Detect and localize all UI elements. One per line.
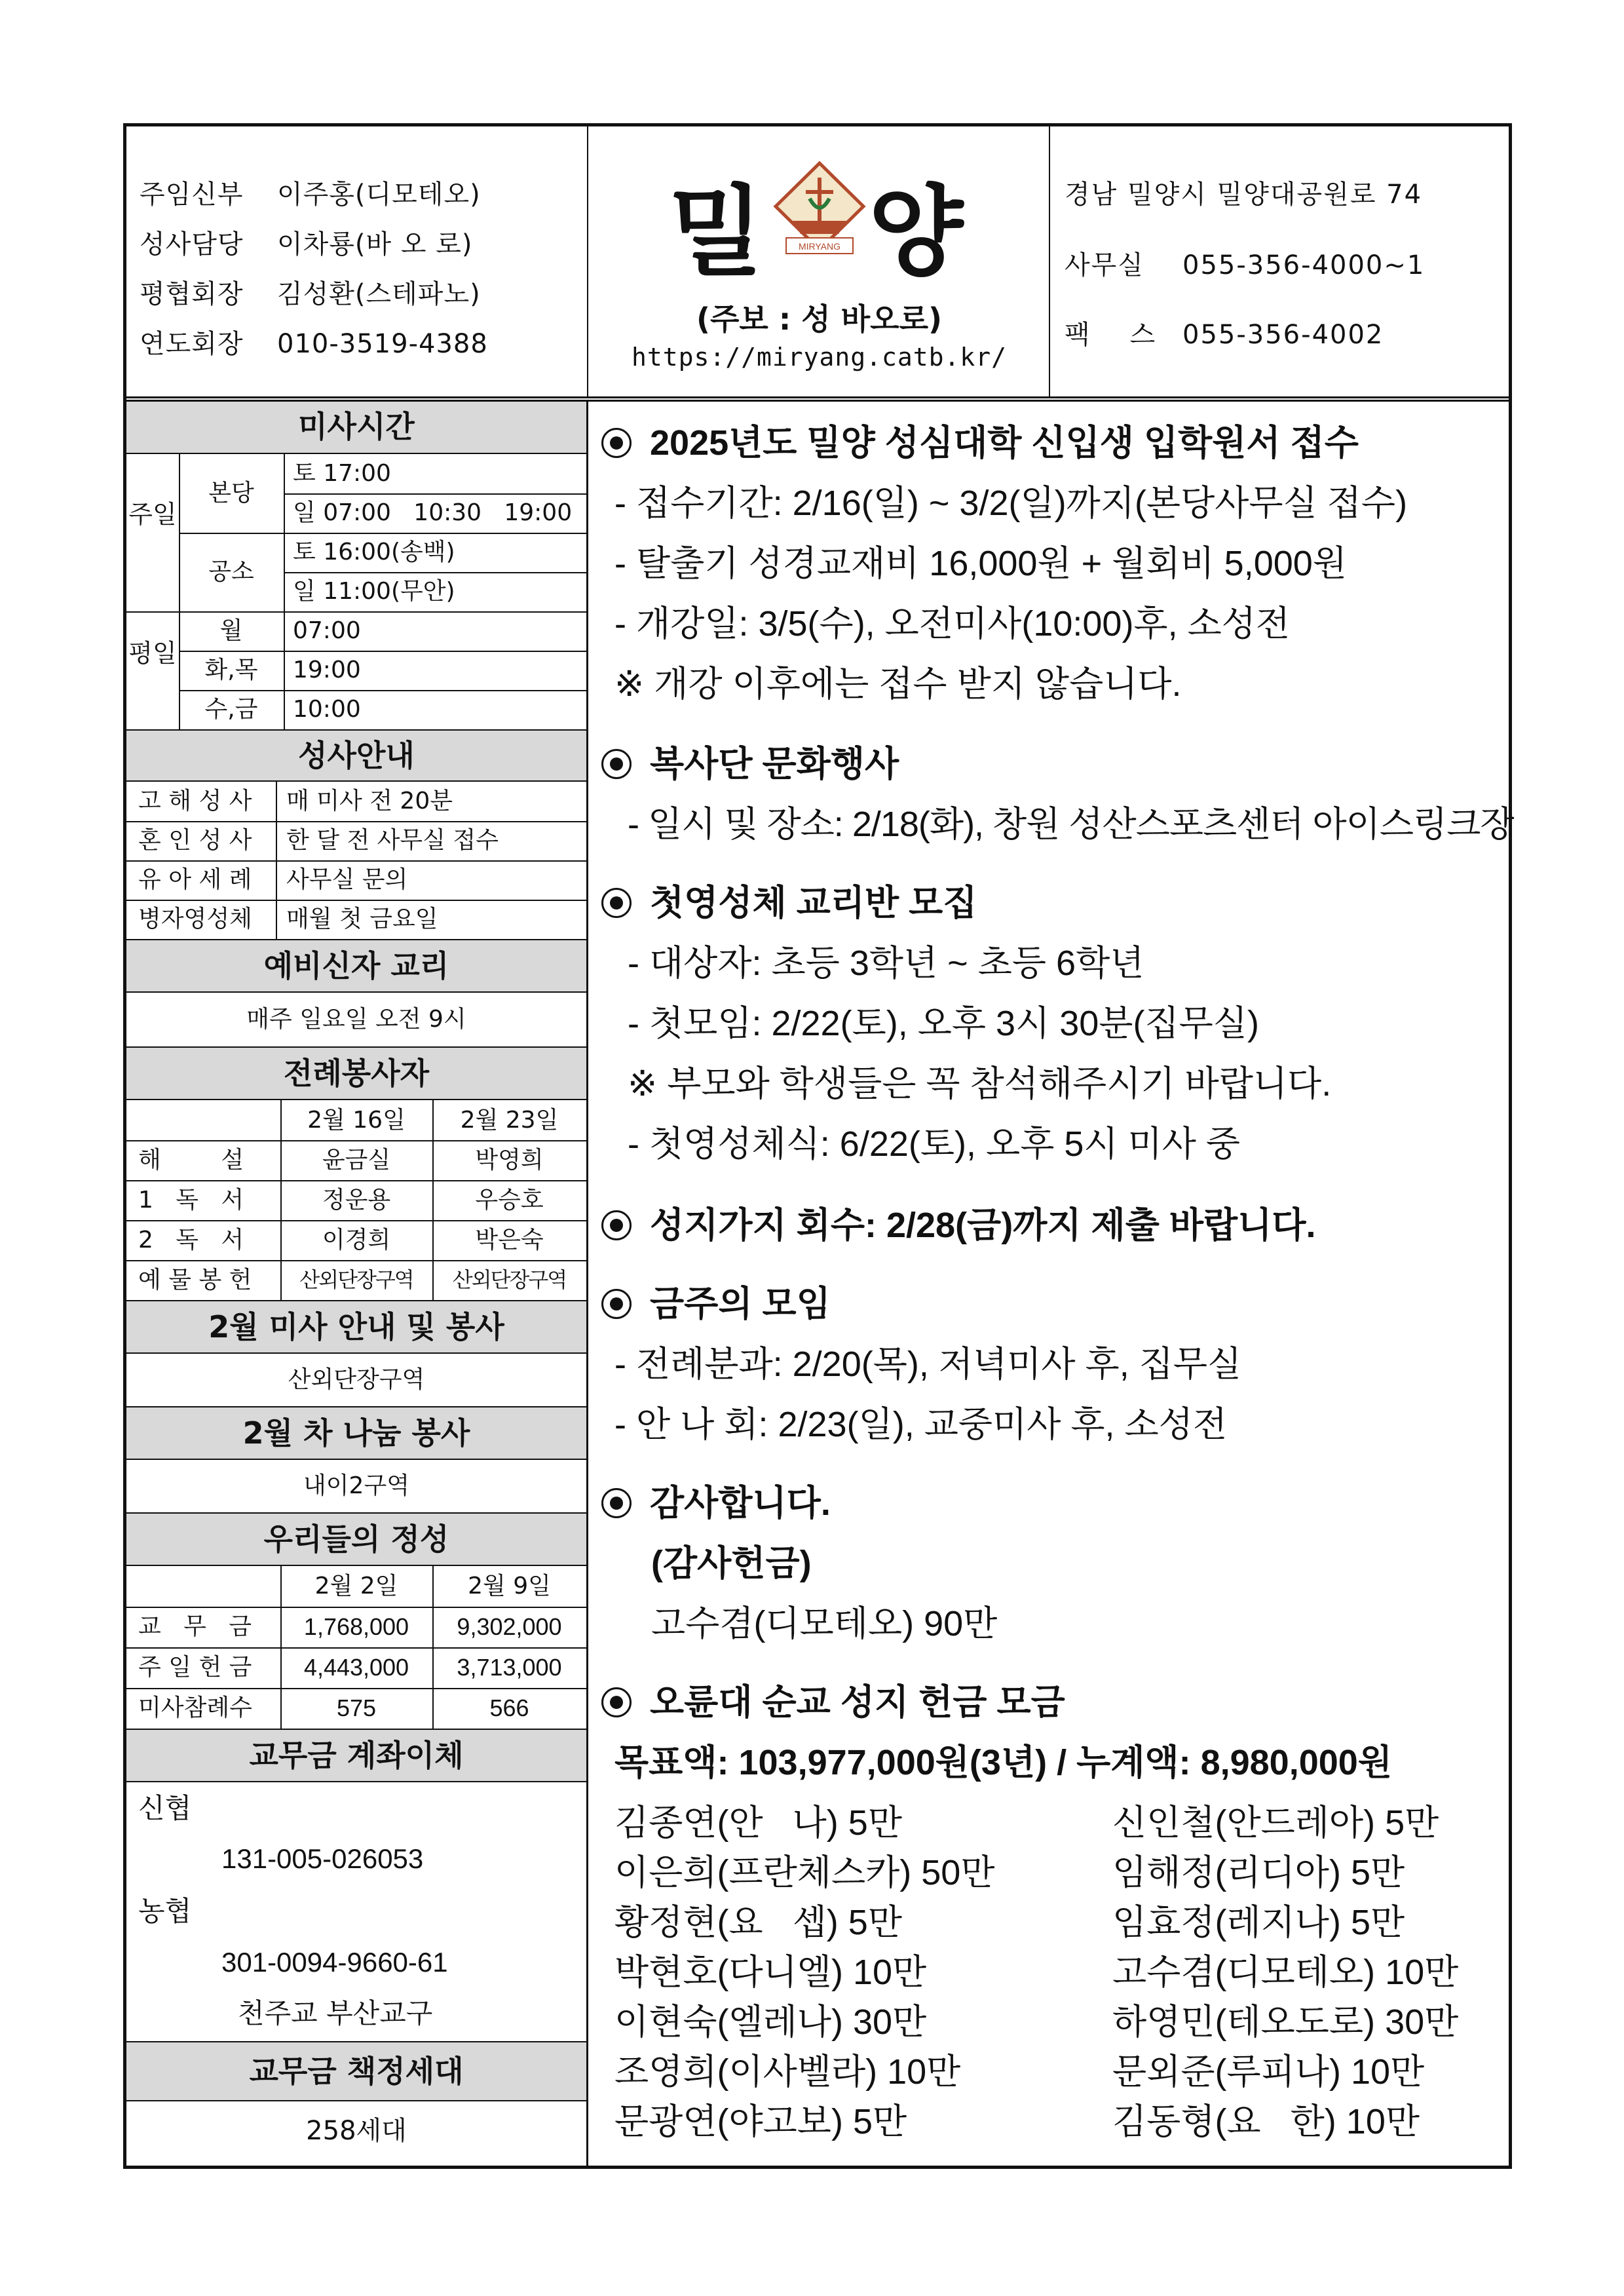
ministry-commentator-a: 윤금실 xyxy=(322,1147,391,1174)
donor-right-2: 임해정(리디아) 5만 xyxy=(1112,1853,1405,1892)
bank-1: 신협 xyxy=(138,1792,192,1824)
bank-2: 농협 xyxy=(138,1895,192,1927)
sacrament-marriage: 혼 인 성 사 xyxy=(138,827,252,854)
donor-right-3: 임효정(레지나) 5만 xyxy=(1112,1903,1405,1942)
donor-left-5: 이현숙(엘레나) 30만 xyxy=(614,2002,927,2042)
offering-dues-a: 1,768,000 xyxy=(303,1613,409,1640)
account-number-1: 131-005-026053 xyxy=(221,1843,424,1874)
donor-right-6: 문외준(루피나) 10만 xyxy=(1112,2052,1425,2092)
church-logo-icon xyxy=(773,161,866,259)
bullet-icon xyxy=(601,1687,632,1717)
bullet-icon xyxy=(601,749,632,779)
donor-right-4: 고수겸(디모테오) 10만 xyxy=(1112,1953,1459,1992)
ministry-role-offertory: 예 물 봉 헌 xyxy=(138,1267,252,1293)
ministry-reader2-b: 박은숙 xyxy=(475,1227,544,1253)
bullet-icon xyxy=(601,1210,632,1240)
sacrament-infant-baptism-info: 사무실 문의 xyxy=(286,866,408,893)
offering-label-dues: 교 무 금 xyxy=(138,1613,252,1640)
logo-text: MIRYANG xyxy=(798,241,841,252)
account-number-2: 301-0094-9660-61 xyxy=(221,1947,448,1978)
staff-panel xyxy=(126,126,588,396)
notice-college-line-2: - 탈출기 성경교재비 16,000원 + 월회비 5,000원 xyxy=(614,544,1347,583)
offering-label-attendance: 미사참례수 xyxy=(138,1694,252,1721)
header xyxy=(126,126,1509,402)
catechumen-title: 예비신자 교리 xyxy=(126,939,586,993)
notice-thanks-line: 고수겸(디모테오) 90만 xyxy=(651,1604,998,1643)
main-church-label: 본당 xyxy=(208,480,254,507)
bulletin-frame xyxy=(123,123,1512,2169)
ministry-date-1: 2월 16일 xyxy=(307,1107,406,1134)
notice-altar-line-1: - 일시 및 장소: 2/18(화), 창원 성산스포츠센터 아이스링크장 xyxy=(628,805,1514,844)
ministry-commentator-b: 박영희 xyxy=(475,1147,544,1174)
notice-college-line-1: - 접수기간: 2/16(일) ~ 3/2(일)까지(본당사무실 접수) xyxy=(614,484,1408,523)
ministry-title: 전례봉사자 xyxy=(126,1046,586,1100)
mission-sat-time: 토 16:00(송백) xyxy=(293,539,455,565)
notice-communion-line-1: - 대상자: 초등 3학년 ~ 초등 6학년 xyxy=(628,944,1144,983)
mission-sun-time: 일 11:00(무안) xyxy=(293,578,455,605)
bullet-icon xyxy=(601,1488,632,1518)
notices xyxy=(588,402,1514,2166)
sacrament-confession-info: 매 미사 전 20분 xyxy=(286,788,453,814)
weekday-tue-thu-time: 19:00 xyxy=(293,657,361,683)
bulletin-title: 밀 양 xyxy=(668,176,970,290)
ministry-role-reader2: 2 독 서 xyxy=(138,1227,244,1253)
offering-sunday-b: 3,713,000 xyxy=(457,1654,562,1681)
bullet-icon xyxy=(601,888,632,918)
offering-dues-b: 9,302,000 xyxy=(457,1613,562,1640)
ministry-role-commentator: 해 설 xyxy=(138,1147,244,1174)
title-panel xyxy=(588,126,1050,396)
catechumen-info: 매주 일요일 오전 9시 xyxy=(246,1006,466,1033)
offering-title: 우리들의 정성 xyxy=(126,1512,586,1566)
bullet-icon xyxy=(601,1289,632,1319)
weekday-tue-thu: 화,목 xyxy=(204,657,258,683)
mission-label: 공소 xyxy=(208,558,254,585)
sidebar xyxy=(126,402,588,2166)
staff-pastor: 주임신부 이주홍(디모테오) xyxy=(140,180,481,210)
offering-date-2: 2월 9일 xyxy=(468,1573,551,1599)
notice-thanks: 감사합니다. xyxy=(601,1475,831,1525)
donor-right-7: 김동형(요 한) 10만 xyxy=(1112,2102,1420,2141)
fax-number: 팩 스 055-356-4002 xyxy=(1065,320,1384,350)
notice-communion-line-2: - 첫모임: 2/22(토), 오후 3시 30분(집무실) xyxy=(628,1004,1259,1043)
weekday-mon-time: 07:00 xyxy=(293,617,361,644)
tea-service-info: 내이2구역 xyxy=(303,1472,409,1499)
notice-communion-line-3: ※ 부모와 학생들은 꼭 참석해주시기 바랍니다. xyxy=(628,1064,1332,1103)
offering-attendance-a: 575 xyxy=(336,1694,377,1721)
ministry-offertory-a: 산외단장구역 xyxy=(299,1267,413,1292)
sacrament-marriage-info: 한 달 전 사무실 접수 xyxy=(286,827,499,854)
weekday-wed-fri-time: 10:00 xyxy=(293,696,361,723)
notice-communion-line-4: - 첫영성체식: 6/22(토), 오후 5시 미사 중 xyxy=(628,1124,1241,1164)
feb-mass-info: 산외단장구역 xyxy=(288,1366,425,1393)
donor-right-5: 하영민(테오도로) 30만 xyxy=(1112,2002,1459,2042)
weekday-mon: 월 xyxy=(219,617,243,644)
notice-first-communion: 첫영성체 교리반 모집 xyxy=(601,875,977,925)
donor-left-6: 조영희(이사벨라) 10만 xyxy=(614,2052,961,2092)
notice-meeting-line-2: - 안 나 회: 2/23(일), 교중미사 후, 소성전 xyxy=(614,1405,1228,1444)
notice-meeting-line-1: - 전례분과: 2/20(목), 저녁미사 후, 집무실 xyxy=(614,1345,1242,1384)
household-title: 교무금 책정세대 xyxy=(126,2041,586,2101)
bulletin-subtitle: (주보 : 성 바오로) xyxy=(696,301,943,337)
notice-fund-goal: 목표액: 103,977,000원(3년) / 누계액: 8,980,000원 xyxy=(614,1743,1392,1782)
contact-panel xyxy=(1050,126,1509,396)
office-phone: 사무실 055-356-4000~1 xyxy=(1065,250,1426,280)
sacrament-infant-baptism: 유 아 세 례 xyxy=(138,866,252,893)
household-info: 258세대 xyxy=(306,2116,407,2146)
staff-memorial: 연도회장 010-3519-4388 xyxy=(140,329,488,359)
website-link[interactable]: https://miryang.catb.kr/ xyxy=(631,343,1008,372)
donor-left-4: 박현호(다니엘) 10만 xyxy=(614,1953,927,1992)
weekday-wed-fri: 수,금 xyxy=(204,696,258,723)
sacrament-sick-communion: 병자영성체 xyxy=(138,906,252,932)
staff-council: 평협회장 김성환(스테파노) xyxy=(140,279,481,309)
weekday-label: 평일 xyxy=(128,639,177,668)
ministry-reader1-a: 정운용 xyxy=(322,1187,391,1214)
ministry-reader2-a: 이경희 xyxy=(322,1227,391,1253)
bullet-icon xyxy=(601,428,632,458)
ministry-reader1-b: 우승호 xyxy=(475,1187,544,1214)
main-sat-time: 토 17:00 xyxy=(293,460,391,487)
notice-altar-servers: 복사단 문화행사 xyxy=(601,736,899,786)
donor-left-7: 문광연(야고보) 5만 xyxy=(614,2102,907,2141)
donor-right-1: 신인철(안드레아) 5만 xyxy=(1112,1803,1439,1843)
notice-palm-return: 성지가지 회수: 2/28(금)까지 제출 바랍니다. xyxy=(601,1197,1316,1248)
sacrament-sick-communion-info: 매월 첫 금요일 xyxy=(286,906,438,932)
ministry-date-2: 2월 23일 xyxy=(460,1107,559,1134)
notice-thanks-sub: (감사헌금) xyxy=(651,1544,812,1583)
feb-mass-title: 2월 미사 안내 및 봉사 xyxy=(126,1300,586,1354)
address: 경남 밀양시 밀양대공원로 74 xyxy=(1065,180,1423,210)
notice-college-line-3: - 개강일: 3/5(수), 오전미사(10:00)후, 소성전 xyxy=(614,604,1291,643)
offering-date-1: 2월 2일 xyxy=(314,1573,398,1599)
account-title: 교무금 계좌이체 xyxy=(126,1729,586,1782)
donor-left-1: 김종연(안 나) 5만 xyxy=(614,1803,902,1843)
donor-left-2: 이은희(프란체스카) 50만 xyxy=(614,1853,995,1892)
notice-college-admission: 2025년도 밀양 성심대학 신입생 입학원서 접수 xyxy=(601,415,1359,465)
staff-sacrament: 성사담당 이차룡(바 오 로) xyxy=(140,229,473,259)
tea-service-title: 2월 차 나눔 봉사 xyxy=(126,1406,586,1460)
donor-left-3: 황정현(요 셉) 5만 xyxy=(614,1903,902,1942)
notice-weekly-meetings: 금주의 모임 xyxy=(601,1276,831,1326)
main-sun-time: 일 07:00 10:30 19:00 xyxy=(293,499,573,526)
account-owner: 천주교 부산교구 xyxy=(238,1997,433,2029)
offering-attendance-b: 566 xyxy=(489,1694,529,1721)
offering-sunday-a: 4,443,000 xyxy=(303,1654,409,1681)
ministry-offertory-b: 산외단장구역 xyxy=(452,1267,567,1292)
sunday-label: 주일 xyxy=(128,500,177,529)
sacrament-title: 성사안내 xyxy=(126,729,586,782)
notice-college-line-4: ※ 개강 이후에는 접수 받지 않습니다. xyxy=(614,664,1182,704)
mass-times-title: 미사시간 xyxy=(126,402,586,454)
sacrament-confession: 고 해 성 사 xyxy=(138,788,252,814)
offering-label-sunday: 주 일 헌 금 xyxy=(138,1654,252,1681)
notice-martyr-fund: 오륜대 순교 성지 헌금 모금 xyxy=(601,1674,1065,1725)
ministry-role-reader1: 1 독 서 xyxy=(138,1187,244,1214)
